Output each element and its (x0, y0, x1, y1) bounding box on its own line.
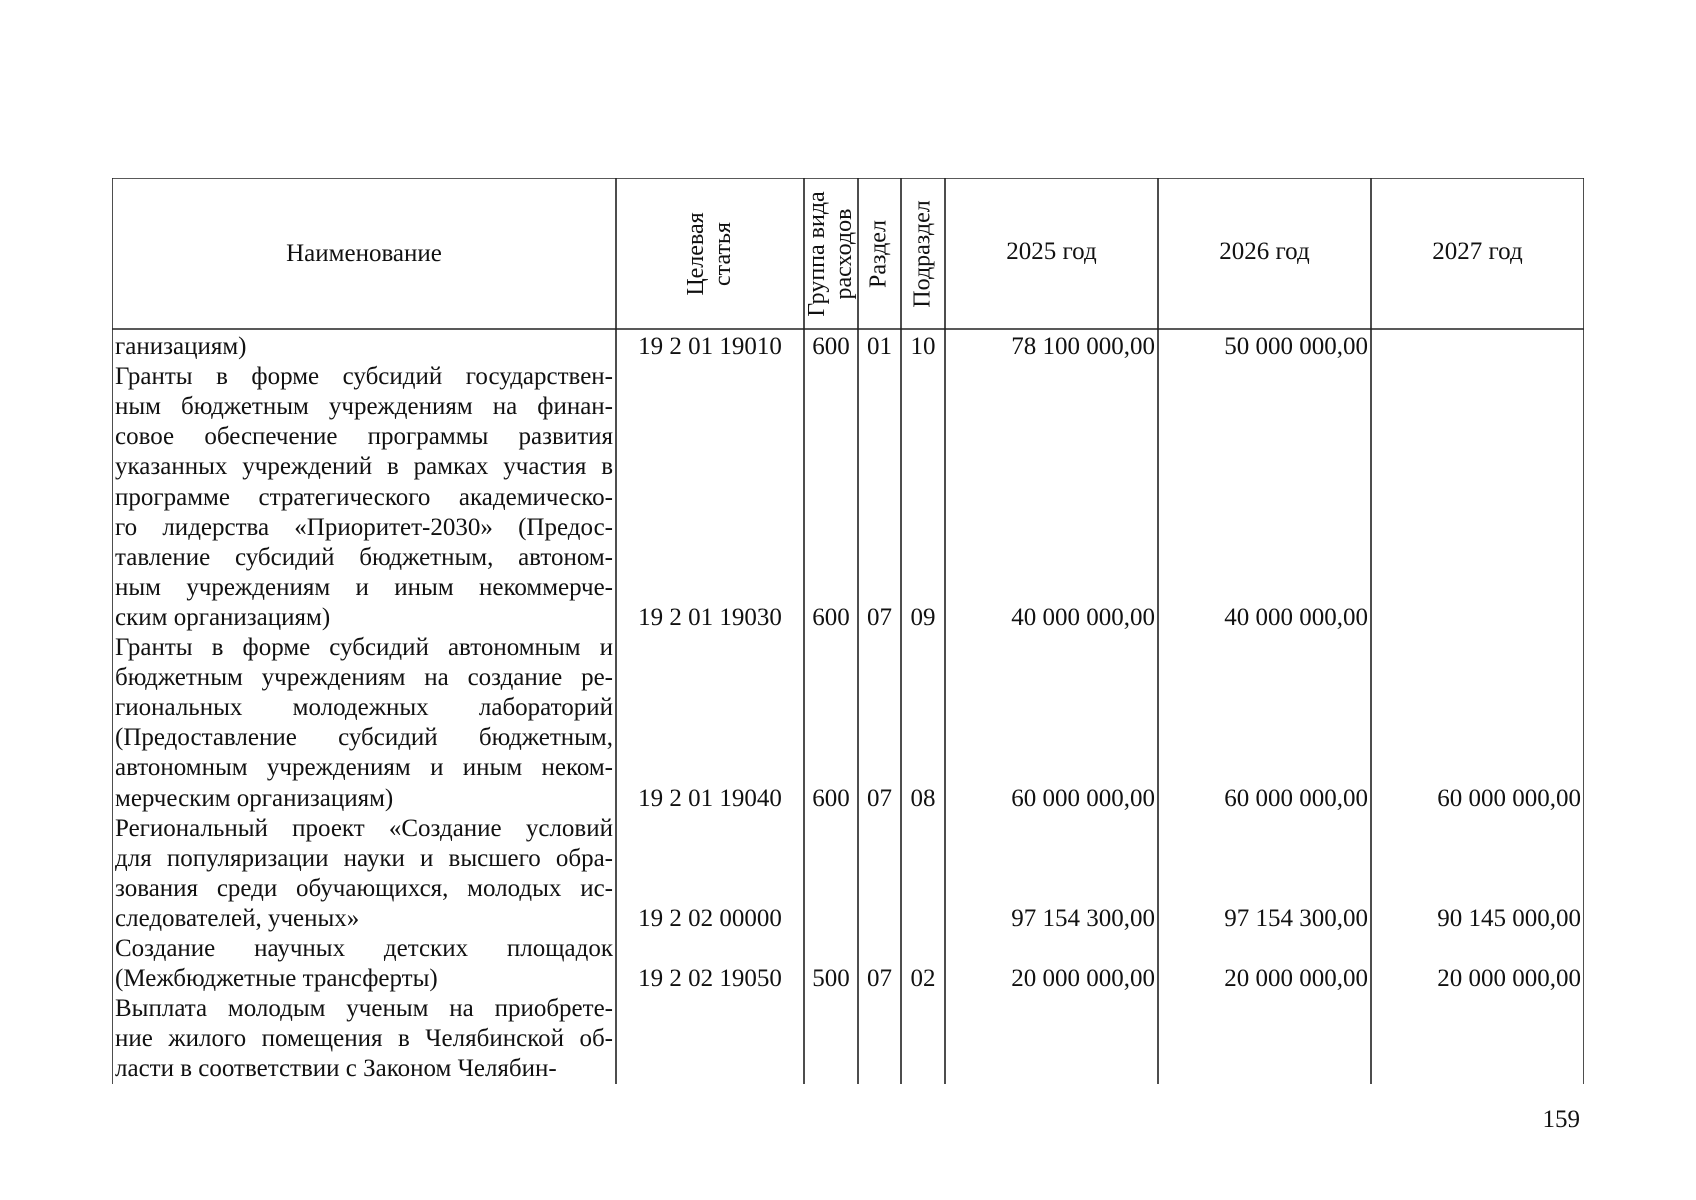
header-name: Наименование (286, 240, 442, 267)
budget-table (112, 178, 1584, 1084)
cell-section: 01 (867, 333, 892, 360)
header-2025: 2025 год (1006, 238, 1097, 265)
name-line: ным бюджетным учреждениям на финан- (115, 393, 613, 421)
header-expense-group-text: Группа вида расходов (804, 191, 857, 317)
name-line: указанных учреждений в рамках участия в (115, 453, 613, 481)
name-line: Создание научных детских площадок (115, 935, 613, 962)
page-number: 159 (1542, 1106, 1580, 1133)
cell-2026: 97 154 300,00 (1224, 904, 1368, 932)
cell-expense-group: 600 (812, 333, 850, 360)
name-line: бюджетным учреждениям на создание ре- (115, 664, 613, 692)
name-line: го лидерства «Приоритет-2030» (Предос- (115, 513, 613, 541)
name-line: Выплата молодым ученым на приобрете- (115, 995, 613, 1023)
cell-2026: 20 000 000,00 (1224, 965, 1368, 993)
name-line: совое обеспечение программы развития (115, 423, 613, 451)
name-line: автономным учреждениям и иным неком- (115, 754, 613, 782)
header-section-text: Раздел (865, 220, 892, 288)
name-line: ским организациям) (115, 603, 331, 631)
cell-subsection: 10 (910, 333, 936, 360)
header-2027: 2027 год (1432, 238, 1523, 265)
cell-2026: 40 000 000,00 (1224, 603, 1368, 631)
cell-2025: 78 100 000,00 (1011, 333, 1155, 360)
header-section (866, 220, 893, 288)
cell-2026: 50 000 000,00 (1224, 333, 1368, 360)
header-2026: 2026 год (1219, 238, 1310, 265)
cell-subsection: 02 (910, 965, 936, 993)
cell-target-article: 19 2 02 00000 (638, 904, 782, 932)
cell-2027: 20 000 000,00 (1437, 965, 1581, 993)
cell-expense-group: 500 (812, 965, 850, 993)
name-line: ганизациям) (115, 333, 247, 360)
cell-target-article: 19 2 01 19040 (638, 784, 782, 812)
cell-section: 07 (867, 784, 892, 812)
name-line: для популяризации науки и высшего обра- (115, 844, 613, 872)
cell-expense-group: 600 (812, 603, 850, 631)
cell-2026: 60 000 000,00 (1224, 784, 1368, 812)
header-subsection-text: Подраздел (909, 200, 936, 308)
cell-2025: 60 000 000,00 (1011, 784, 1155, 812)
cell-expense-group: 600 (812, 784, 850, 812)
cell-2027: 90 145 000,00 (1437, 904, 1581, 932)
cell-target-article: 19 2 01 19030 (638, 603, 782, 631)
name-line: (Предоставление субсидий бюджетным, (115, 724, 613, 752)
name-line: следователей, ученых» (115, 904, 360, 932)
name-line: ние жилого помещения в Челябинской об- (115, 1025, 613, 1053)
name-line: зования среди обучающихся, молодых ис- (115, 874, 613, 902)
name-line: гиональных молодежных лабораторий (115, 694, 613, 722)
name-line: тавление субсидий бюджетным, автоном- (115, 543, 613, 571)
cell-target-article: 19 2 02 19050 (638, 965, 782, 993)
header-target-article-text: Целевая статья (683, 212, 736, 296)
name-line: Гранты в форме субсидий автономным и (115, 634, 613, 661)
header-subsection (910, 200, 937, 307)
cell-subsection: 09 (910, 603, 936, 631)
cell-2027: 60 000 000,00 (1437, 784, 1581, 812)
name-line: Гранты в форме субсидий государствен- (115, 363, 613, 391)
cell-section: 07 (867, 603, 892, 631)
cell-section: 07 (867, 965, 892, 993)
cell-target-article: 19 2 01 19010 (638, 333, 782, 360)
name-line: ным учреждениям и иным некоммерче- (115, 573, 613, 601)
name-line: (Межбюджетные трансферты) (115, 965, 438, 993)
cell-2025: 97 154 300,00 (1011, 904, 1155, 932)
name-line: Региональный проект «Создание условий (115, 814, 613, 842)
cell-2025: 20 000 000,00 (1011, 965, 1155, 993)
header-target-article (683, 184, 737, 324)
cell-subsection: 08 (910, 784, 936, 812)
cell-2025: 40 000 000,00 (1011, 603, 1155, 631)
name-line: мерческим организациям) (115, 784, 394, 812)
name-line: программе стратегического академическо- (115, 483, 613, 511)
name-line: ласти в соответствии с Законом Челябин- (115, 1055, 557, 1083)
header-expense-group (804, 180, 858, 328)
